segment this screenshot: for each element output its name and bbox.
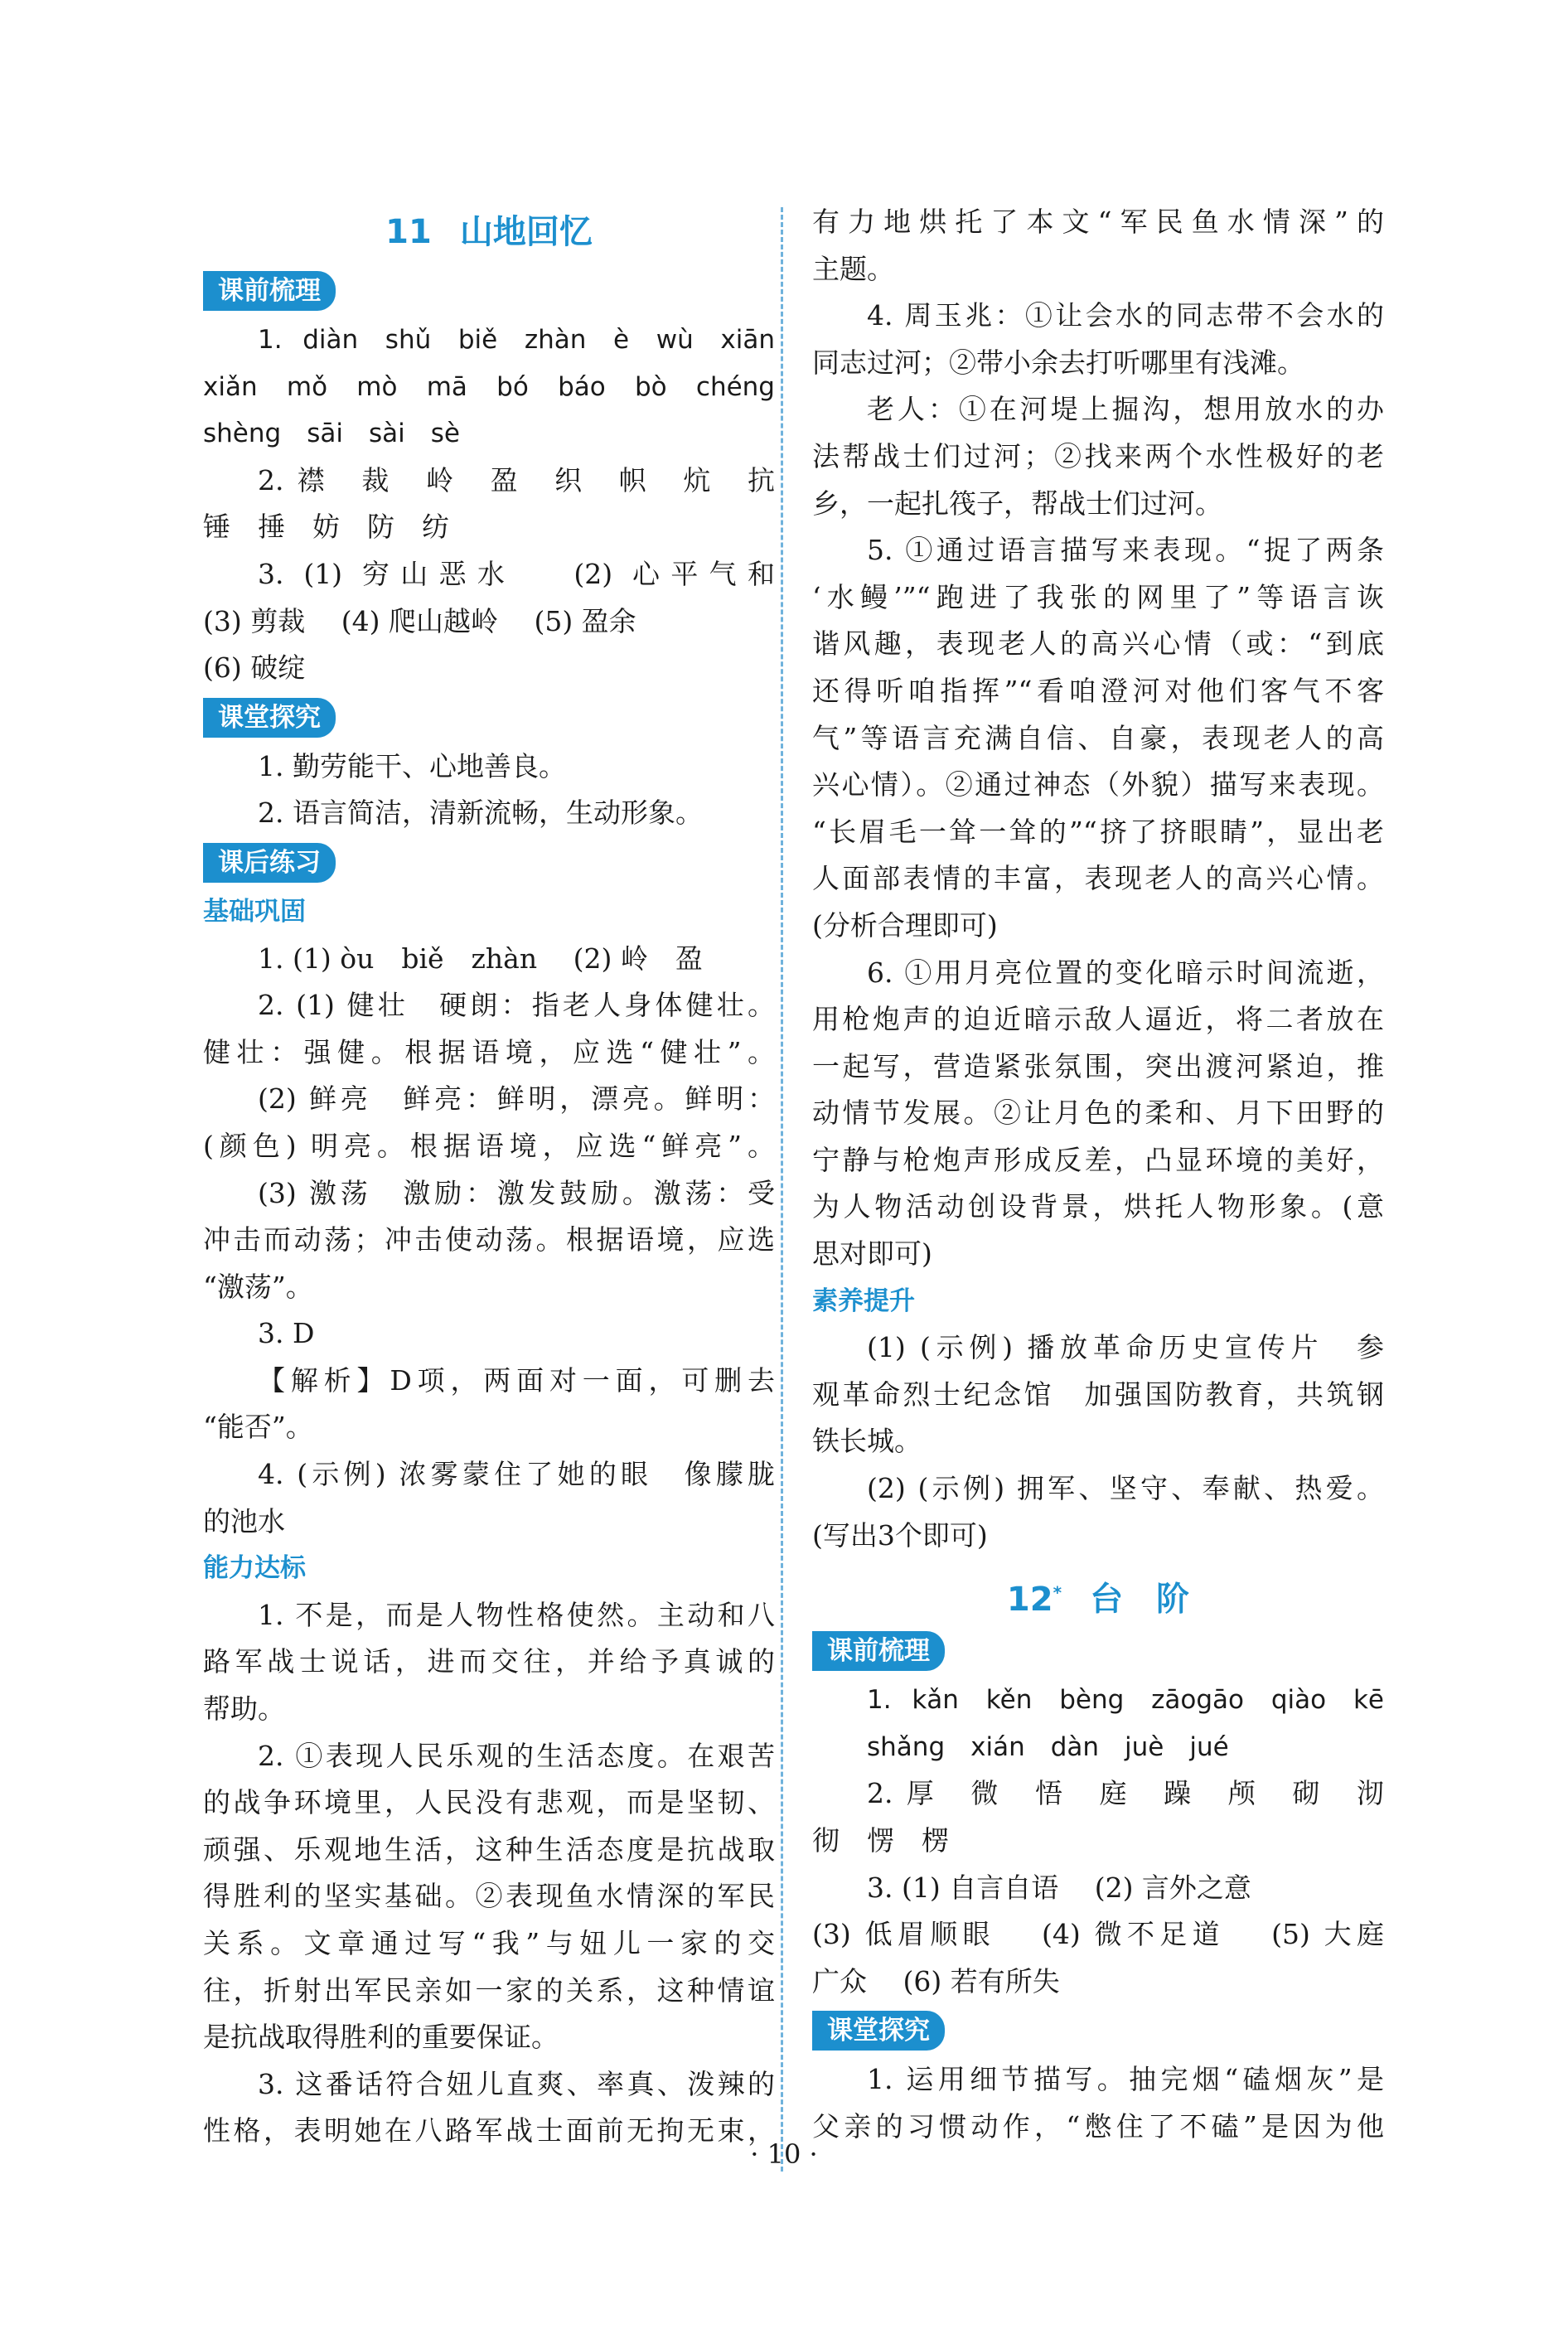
answer-line: 往，折射出军民亲如一家的关系，这种情谊	[203, 1973, 775, 2007]
answer-line: 4. 周玉兆：①让会水的同志带不会水的	[867, 299, 1384, 332]
answer-line: 人面部表情的丰富，表现老人的高兴心情。	[812, 862, 1384, 895]
section-badge: 课后练习	[203, 843, 336, 883]
answer-line: shǎng xián dàn juè jué	[867, 1731, 1229, 1762]
section-header	[812, 2005, 1384, 2056]
answer-line: 2. (1) 健壮 硬朗：指老人身体健壮。	[258, 989, 775, 1022]
left-column	[203, 199, 775, 2155]
lesson-title	[203, 199, 775, 265]
answer-line: ‘水鳗’”“跑进了我张的网里了”等语言诙	[812, 580, 1384, 613]
answer-line: 得胜利的坚实基础。②表现鱼水情深的军民	[203, 1880, 775, 1913]
section-header	[812, 1625, 1384, 1677]
answer-line: “激荡”。	[203, 1270, 313, 1303]
answer-line: 还得听咱指挥”“看咱澄河对他们客气不客	[812, 674, 1384, 707]
answer-line: 父亲的习惯动作，“憋住了不磕”是因为他	[812, 2109, 1384, 2143]
answer-line: 性格，表明她在八路军战士面前无拘无束，	[203, 2114, 775, 2147]
answer-line: 的战争环境里，人民没有悲观，而是坚韧、	[203, 1786, 775, 1819]
answer-line: shèng sāi sài sè	[203, 419, 460, 449]
answer-line: 1. 勤劳能干、心地善良。	[258, 749, 566, 782]
answer-line: 主题。	[812, 252, 894, 285]
answer-line: “能否”。	[203, 1411, 313, 1444]
subsection-heading: 素养提升	[812, 1286, 915, 1316]
answer-line: (3) 激荡 激励：激发鼓励。激荡：受	[258, 1176, 775, 1209]
answer-line: (2) 鲜亮 鲜亮：鲜明，漂亮。鲜明：	[258, 1082, 775, 1116]
answer-line: 3. (1) 穷山恶水 (2) 心平气和	[258, 557, 775, 590]
lesson-title-text: 台 阶	[1090, 1580, 1190, 1619]
answer-line: xiǎn mǒ mò mā bó báo bò chéng	[203, 371, 775, 402]
answer-line: 4. (示例) 浓雾蒙住了她的眼 像朦胧	[258, 1458, 775, 1491]
section-badge: 课前梳理	[203, 271, 336, 311]
answer-line: 2. 语言简洁，清新流畅，生动形象。	[258, 797, 703, 830]
answer-line: 帮助。	[203, 1692, 285, 1726]
section-badge: 课堂探究	[812, 2011, 945, 2051]
answer-line: (3) 低眉顺眼 (4) 微不足道 (5) 大庭	[812, 1918, 1384, 1951]
answer-line: 1. 运用细节描写。抽完烟“磕烟灰”是	[867, 2063, 1384, 2096]
answer-line: 用枪炮声的迫近暗示敌人逼近，将二者放在	[812, 1003, 1384, 1036]
answer-line: 5. ①通过语言描写来表现。“捉了两条	[867, 534, 1384, 567]
answer-line: 2. ①表现人民乐观的生活态度。在艰苦	[258, 1739, 775, 1772]
answer-line: 一起写，营造紧张氛围，突出渡河紧迫，推	[812, 1049, 1384, 1082]
answer-line: 2. 襟 裁 岭 盈 织 帜 炕 抗	[258, 463, 775, 496]
answer-line: 法帮战士们过河；②找来两个水性极好的老	[812, 439, 1384, 472]
answer-line: 铁长城。	[812, 1425, 922, 1458]
answer-line: 广众 (6) 若有所失	[812, 1964, 1060, 1997]
answer-line: 顽强、乐观地生活，这种生活态度是抗战取	[203, 1833, 775, 1866]
answer-line: 乡，一起扎筏子，帮战士们过河。	[812, 487, 1222, 520]
page-number: · 10 ·	[750, 2138, 818, 2170]
answer-line: 观革命烈士纪念馆 加强国防教育，共筑钢	[812, 1378, 1384, 1411]
answer-line: (6) 破绽	[203, 651, 306, 685]
answer-line: (写出3个即可)	[812, 1518, 988, 1552]
answer-line: “长眉毛一耸一耸的”“挤了挤眼睛”，显出老	[812, 815, 1384, 848]
optional-lesson-mark: *	[1053, 1582, 1062, 1603]
answer-line: 兴心情）。②通过神态（外貌）描写来表现。	[812, 768, 1384, 801]
lesson-title-text: 山地回忆	[459, 213, 593, 251]
answer-line: 2. 厚 微 悟 庭 躁 颅 砌 沏	[867, 1777, 1384, 1810]
answer-line: (1) (示例) 播放革命历史宣传片 参	[867, 1331, 1384, 1364]
section-header	[203, 265, 775, 317]
section-header	[203, 692, 775, 743]
answer-line: (颜色) 明亮。根据语境，应选“鲜亮”。	[203, 1129, 775, 1162]
answer-line: 健壮：强健。根据语境，应选“健壮”。	[203, 1035, 775, 1068]
answer-line: 关系。文章通过写“我”与妞儿一家的交	[203, 1927, 775, 1959]
subsection-heading: 能力达标	[203, 1553, 306, 1584]
answer-line: 思对即可)	[812, 1237, 932, 1271]
answer-line: (3) 剪裁 (4) 爬山越岭 (5) 盈余	[203, 604, 636, 637]
answer-line: 为人物活动创设背景，烘托人物形象。(意	[812, 1190, 1384, 1223]
answer-line: 宁静与枪炮声形成反差，凸显环境的美好，	[812, 1143, 1384, 1176]
answer-line: 3. 这番话符合妞儿直爽、率真、泼辣的	[258, 2067, 775, 2100]
section-badge: 课前梳理	[812, 1631, 945, 1671]
answer-line: 老人：①在河堤上掘沟，想用放水的办	[867, 393, 1384, 426]
lesson-title	[812, 1559, 1384, 1625]
lesson-number: 11	[385, 213, 432, 251]
answer-line: 动情节发展。②让月色的柔和、月下田野的	[812, 1097, 1384, 1130]
answer-line: 路军战士说话，进而交往，并给予真诚的	[203, 1645, 775, 1678]
section-badge: 课堂探究	[203, 698, 336, 738]
answer-line: 冲击而动荡；冲击使动荡。根据语境，应选	[203, 1223, 775, 1256]
section-header	[203, 837, 775, 889]
answer-line: 气”等语言充满自信、自豪，表现老人的高	[812, 721, 1384, 754]
answer-line: 有力地烘托了本文“军民鱼水情深”的	[812, 206, 1384, 238]
answer-line: (2) (示例) 拥军、坚守、奉献、热爱。	[867, 1472, 1384, 1505]
answer-line: 1. diàn shǔ biě zhàn è wù xiān	[258, 325, 775, 355]
answer-line: 【解析】D项，两面对一面，可删去	[258, 1363, 775, 1397]
answer-line: 谐风趣，表现老人的高兴心情（或：“到底	[812, 627, 1384, 661]
lesson-number: 12*	[1006, 1580, 1062, 1619]
answer-line: 6. ①用月亮位置的变化暗示时间流逝，	[867, 956, 1384, 989]
answer-line: 1. kǎn kěn bèng zāogāo qiào kē	[867, 1685, 1384, 1716]
answer-line: 是抗战取得胜利的重要保证。	[203, 2021, 559, 2054]
answer-line: 锤 捶 妨 防 纺	[203, 511, 449, 544]
answer-line: (分析合理即可)	[812, 908, 998, 942]
answer-line: 同志过河；②带小余去打听哪里有浅滩。	[812, 346, 1304, 379]
column-divider	[781, 207, 783, 2172]
answer-line: 的池水	[203, 1504, 285, 1537]
answer-line: 1. 不是，而是人物性格使然。主动和八	[258, 1598, 775, 1631]
answer-line: 3. (1) 自言自语 (2) 言外之意	[867, 1871, 1251, 1904]
answer-line: 彻 愣 楞	[812, 1824, 949, 1857]
answer-line: 3. D	[258, 1317, 315, 1350]
answer-line: 1. (1) òu biě zhàn (2) 岭 盈	[258, 942, 703, 975]
subsection-heading: 基础巩固	[203, 896, 306, 927]
right-column	[812, 199, 1384, 2151]
